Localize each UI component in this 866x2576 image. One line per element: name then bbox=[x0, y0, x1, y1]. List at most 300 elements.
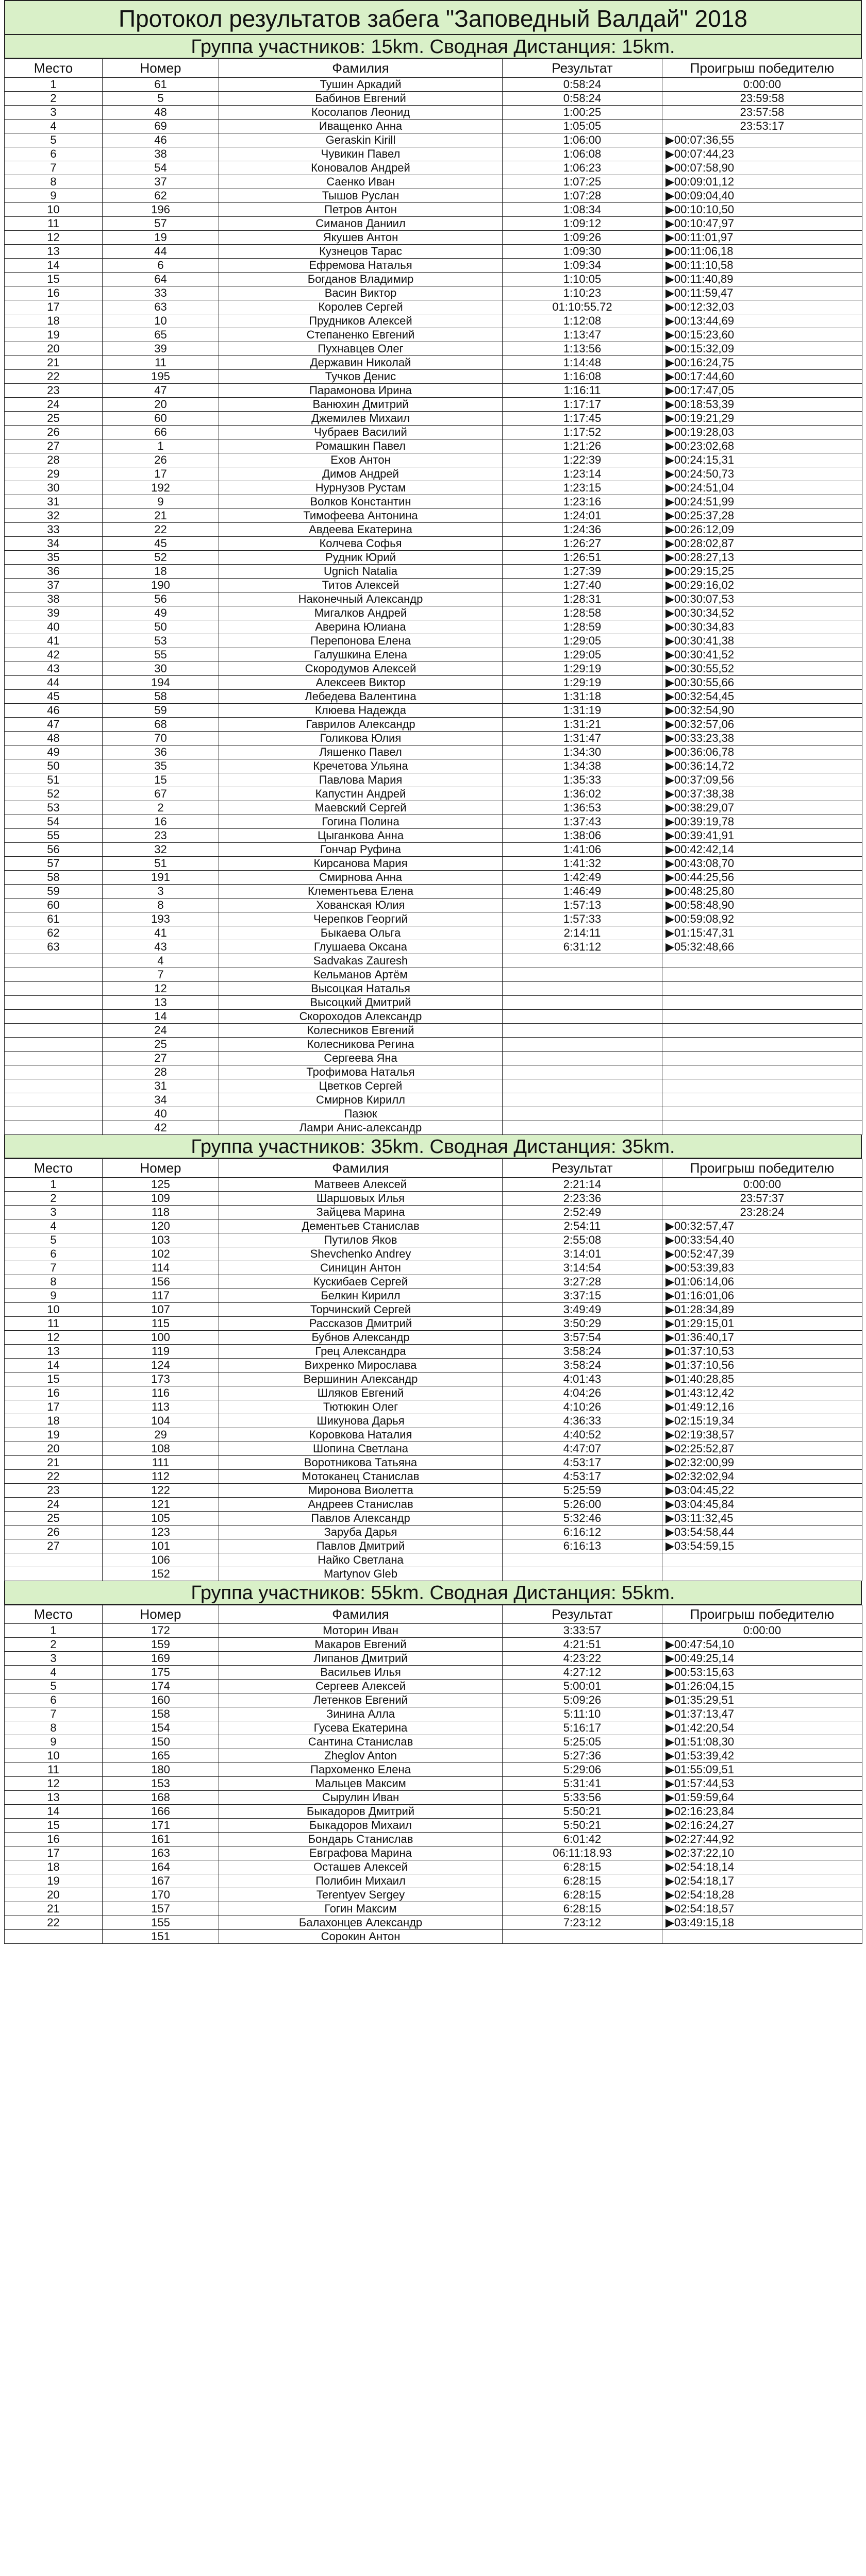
bib-cell: 3 bbox=[103, 885, 219, 899]
result-cell bbox=[503, 1038, 662, 1052]
lag-cell: ▶05:32:48,66 bbox=[662, 940, 862, 954]
place-cell: 18 bbox=[5, 1860, 103, 1874]
name-cell: Terentyev Sergey bbox=[219, 1888, 503, 1902]
bib-cell: 165 bbox=[103, 1749, 219, 1763]
bib-cell: 48 bbox=[103, 106, 219, 120]
bib-cell: 196 bbox=[103, 203, 219, 217]
bib-cell: 47 bbox=[103, 384, 219, 398]
lag-cell: ▶00:11:06,18 bbox=[662, 245, 862, 259]
bib-cell: 30 bbox=[103, 662, 219, 676]
name-cell: Державин Николай bbox=[219, 356, 503, 370]
place-cell: 16 bbox=[5, 286, 103, 300]
table-row bbox=[5, 968, 862, 982]
name-cell: Мальцев Максим bbox=[219, 1777, 503, 1791]
lag-cell: ▶00:30:34,83 bbox=[662, 620, 862, 634]
place-cell: 4 bbox=[5, 1666, 103, 1680]
lag-cell: ▶02:27:44,92 bbox=[662, 1833, 862, 1846]
table-row bbox=[5, 620, 862, 634]
name-cell: Колчева Софья bbox=[219, 537, 503, 551]
lag-cell: ▶00:10:10,50 bbox=[662, 203, 862, 217]
bib-cell: 49 bbox=[103, 606, 219, 620]
result-cell: 1:57:33 bbox=[503, 912, 662, 926]
lag-cell: ▶03:54:58,44 bbox=[662, 1526, 862, 1539]
table-row bbox=[5, 1052, 862, 1065]
result-cell: 01:10:55.72 bbox=[503, 300, 662, 314]
table-row bbox=[5, 1666, 862, 1680]
bib-cell: 15 bbox=[103, 773, 219, 787]
name-cell: Балахонцев Александр bbox=[219, 1916, 503, 1930]
bib-cell: 5 bbox=[103, 92, 219, 106]
name-cell: Сантина Станислав bbox=[219, 1735, 503, 1749]
result-cell: 1:17:45 bbox=[503, 412, 662, 426]
table-row bbox=[5, 203, 862, 217]
name-cell: Павлова Мария bbox=[219, 773, 503, 787]
place-cell: 54 bbox=[5, 815, 103, 829]
place-cell: 62 bbox=[5, 926, 103, 940]
result-cell: 7:23:12 bbox=[503, 1916, 662, 1930]
result-cell: 5:50:21 bbox=[503, 1819, 662, 1833]
bib-cell: 69 bbox=[103, 120, 219, 133]
table-row bbox=[5, 579, 862, 592]
result-cell: 1:46:49 bbox=[503, 885, 662, 899]
table-row bbox=[5, 592, 862, 606]
table-row bbox=[5, 1680, 862, 1693]
lag-cell: ▶02:32:00,99 bbox=[662, 1456, 862, 1470]
header-result: Результат bbox=[503, 1159, 662, 1178]
result-cell: 1:06:08 bbox=[503, 147, 662, 161]
name-cell: Чувикин Павел bbox=[219, 147, 503, 161]
lag-cell bbox=[662, 1553, 862, 1567]
table-row bbox=[5, 1219, 862, 1233]
result-cell: 1:09:12 bbox=[503, 217, 662, 231]
lag-cell: ▶01:51:08,30 bbox=[662, 1735, 862, 1749]
bib-cell: 54 bbox=[103, 161, 219, 175]
result-cell: 1:06:23 bbox=[503, 161, 662, 175]
lag-cell: ▶01:37:10,56 bbox=[662, 1359, 862, 1372]
result-cell: 4:27:12 bbox=[503, 1666, 662, 1680]
table-row bbox=[5, 1874, 862, 1888]
bib-cell: 32 bbox=[103, 843, 219, 857]
lag-cell: ▶00:25:37,28 bbox=[662, 509, 862, 523]
table-row bbox=[5, 1805, 862, 1819]
place-cell: 63 bbox=[5, 940, 103, 954]
result-cell: 1:24:01 bbox=[503, 509, 662, 523]
result-cell: 1:41:06 bbox=[503, 843, 662, 857]
group-header: Группа участников: 35km. Сводная Дистанция: 35km. bbox=[4, 1135, 862, 1159]
bib-cell: 152 bbox=[103, 1567, 219, 1581]
table-row bbox=[5, 676, 862, 690]
result-cell: 1:07:28 bbox=[503, 189, 662, 203]
lag-cell bbox=[662, 1065, 862, 1079]
table-row bbox=[5, 356, 862, 370]
table-row bbox=[5, 954, 862, 968]
lag-cell: ▶00:37:38,38 bbox=[662, 787, 862, 801]
lag-cell: ▶01:26:04,15 bbox=[662, 1680, 862, 1693]
lag-cell: ▶00:36:14,72 bbox=[662, 759, 862, 773]
bib-cell: 192 bbox=[103, 481, 219, 495]
name-cell: Кречетова Ульяна bbox=[219, 759, 503, 773]
bib-cell: 169 bbox=[103, 1652, 219, 1666]
lag-cell: ▶02:54:18,14 bbox=[662, 1860, 862, 1874]
table-header-row bbox=[5, 59, 862, 78]
result-cell: 6:28:15 bbox=[503, 1860, 662, 1874]
place-cell: 11 bbox=[5, 1763, 103, 1777]
place-cell bbox=[5, 1107, 103, 1121]
table-row bbox=[5, 815, 862, 829]
place-cell bbox=[5, 1010, 103, 1024]
bib-cell: 167 bbox=[103, 1874, 219, 1888]
table-row bbox=[5, 273, 862, 286]
place-cell: 30 bbox=[5, 481, 103, 495]
result-cell: 3:33:57 bbox=[503, 1624, 662, 1638]
place-cell: 21 bbox=[5, 356, 103, 370]
bib-cell: 171 bbox=[103, 1819, 219, 1833]
name-cell: Найко Светлана bbox=[219, 1553, 503, 1567]
place-cell: 28 bbox=[5, 453, 103, 467]
place-cell: 18 bbox=[5, 314, 103, 328]
lag-cell: ▶00:49:25,14 bbox=[662, 1652, 862, 1666]
place-cell: 17 bbox=[5, 1846, 103, 1860]
place-cell: 14 bbox=[5, 259, 103, 273]
name-cell: Титов Алексей bbox=[219, 579, 503, 592]
result-cell: 5:26:00 bbox=[503, 1498, 662, 1512]
lag-cell: ▶02:54:18,28 bbox=[662, 1888, 862, 1902]
lag-cell: ▶00:58:48,90 bbox=[662, 899, 862, 912]
table-row bbox=[5, 1331, 862, 1345]
name-cell: Зайцева Марина bbox=[219, 1206, 503, 1219]
lag-cell bbox=[662, 1567, 862, 1581]
table-row bbox=[5, 662, 862, 676]
result-cell: 1:28:31 bbox=[503, 592, 662, 606]
name-cell: Шаршовых Илья bbox=[219, 1192, 503, 1206]
result-cell: 1:17:17 bbox=[503, 398, 662, 412]
bib-cell: 28 bbox=[103, 1065, 219, 1079]
lag-cell: ▶01:16:01,06 bbox=[662, 1289, 862, 1303]
place-cell bbox=[5, 1038, 103, 1052]
name-cell: Маевский Сергей bbox=[219, 801, 503, 815]
table-row bbox=[5, 885, 862, 899]
table-row bbox=[5, 1261, 862, 1275]
place-cell: 19 bbox=[5, 1428, 103, 1442]
bib-cell: 114 bbox=[103, 1261, 219, 1275]
table-row bbox=[5, 801, 862, 815]
table-row bbox=[5, 634, 862, 648]
bib-cell: 63 bbox=[103, 300, 219, 314]
name-cell: Волков Константин bbox=[219, 495, 503, 509]
header-place: Место bbox=[5, 1605, 103, 1624]
bib-cell: 155 bbox=[103, 1916, 219, 1930]
name-cell: Синицин Антон bbox=[219, 1261, 503, 1275]
lag-cell: ▶00:53:15,63 bbox=[662, 1666, 862, 1680]
name-cell: Павлов Александр bbox=[219, 1512, 503, 1526]
name-cell: Geraskin Kirill bbox=[219, 133, 503, 147]
place-cell: 4 bbox=[5, 120, 103, 133]
bib-cell: 118 bbox=[103, 1206, 219, 1219]
name-cell: Вихренко Мирослава bbox=[219, 1359, 503, 1372]
name-cell: Колесникова Регина bbox=[219, 1038, 503, 1052]
result-cell: 1:09:30 bbox=[503, 245, 662, 259]
place-cell: 43 bbox=[5, 662, 103, 676]
lag-cell: ▶00:42:42,14 bbox=[662, 843, 862, 857]
place-cell: 1 bbox=[5, 1624, 103, 1638]
lag-cell: ▶01:40:28,85 bbox=[662, 1372, 862, 1386]
table-row bbox=[5, 759, 862, 773]
result-cell bbox=[503, 954, 662, 968]
name-cell: Быкадоров Михаил bbox=[219, 1819, 503, 1833]
table-row bbox=[5, 412, 862, 426]
lag-cell bbox=[662, 1930, 862, 1944]
bib-cell: 7 bbox=[103, 968, 219, 982]
place-cell: 8 bbox=[5, 1721, 103, 1735]
place-cell: 49 bbox=[5, 745, 103, 759]
bib-cell: 111 bbox=[103, 1456, 219, 1470]
bib-cell: 36 bbox=[103, 745, 219, 759]
bib-cell: 53 bbox=[103, 634, 219, 648]
result-cell: 2:21:14 bbox=[503, 1178, 662, 1192]
name-cell: Скородумов Алексей bbox=[219, 662, 503, 676]
bib-cell: 195 bbox=[103, 370, 219, 384]
place-cell: 17 bbox=[5, 300, 103, 314]
result-cell: 5:16:17 bbox=[503, 1721, 662, 1735]
bib-cell: 158 bbox=[103, 1707, 219, 1721]
place-cell: 10 bbox=[5, 1303, 103, 1317]
result-cell: 3:27:28 bbox=[503, 1275, 662, 1289]
result-cell: 6:28:15 bbox=[503, 1902, 662, 1916]
table-row bbox=[5, 370, 862, 384]
table-row bbox=[5, 1065, 862, 1079]
bib-cell: 64 bbox=[103, 273, 219, 286]
table-row bbox=[5, 1777, 862, 1791]
result-cell bbox=[503, 1065, 662, 1079]
result-cell: 5:11:10 bbox=[503, 1707, 662, 1721]
bib-cell: 153 bbox=[103, 1777, 219, 1791]
lag-cell: 23:57:58 bbox=[662, 106, 862, 120]
table-row bbox=[5, 481, 862, 495]
lag-cell: ▶00:53:39,83 bbox=[662, 1261, 862, 1275]
result-cell: 6:28:15 bbox=[503, 1888, 662, 1902]
name-cell: Грец Александра bbox=[219, 1345, 503, 1359]
table-row bbox=[5, 1206, 862, 1219]
place-cell: 44 bbox=[5, 676, 103, 690]
table-row bbox=[5, 1735, 862, 1749]
place-cell: 9 bbox=[5, 1735, 103, 1749]
lag-cell: ▶00:07:58,90 bbox=[662, 161, 862, 175]
table-row bbox=[5, 899, 862, 912]
place-cell: 23 bbox=[5, 384, 103, 398]
result-cell: 3:58:24 bbox=[503, 1359, 662, 1372]
place-cell bbox=[5, 1093, 103, 1107]
lag-cell: ▶00:18:53,39 bbox=[662, 398, 862, 412]
table-row bbox=[5, 1372, 862, 1386]
lag-cell bbox=[662, 1079, 862, 1093]
bib-cell: 151 bbox=[103, 1930, 219, 1944]
table-row bbox=[5, 537, 862, 551]
place-cell bbox=[5, 1553, 103, 1567]
result-cell: 1:57:13 bbox=[503, 899, 662, 912]
name-cell: Перепонова Елена bbox=[219, 634, 503, 648]
lag-cell: ▶00:24:15,31 bbox=[662, 453, 862, 467]
place-cell bbox=[5, 1052, 103, 1065]
result-cell: 1:36:02 bbox=[503, 787, 662, 801]
place-cell: 27 bbox=[5, 1539, 103, 1553]
name-cell: Богданов Владимир bbox=[219, 273, 503, 286]
result-cell: 0:58:24 bbox=[503, 92, 662, 106]
name-cell: Липанов Дмитрий bbox=[219, 1652, 503, 1666]
place-cell: 26 bbox=[5, 1526, 103, 1539]
name-cell: Ugnich Natalia bbox=[219, 565, 503, 579]
lag-cell: ▶01:57:44,53 bbox=[662, 1777, 862, 1791]
table-row bbox=[5, 732, 862, 745]
place-cell: 14 bbox=[5, 1805, 103, 1819]
place-cell: 7 bbox=[5, 1261, 103, 1275]
table-row bbox=[5, 1359, 862, 1372]
result-cell: 2:55:08 bbox=[503, 1233, 662, 1247]
name-cell: Торчинский Сергей bbox=[219, 1303, 503, 1317]
bib-cell: 163 bbox=[103, 1846, 219, 1860]
table-row bbox=[5, 1079, 862, 1093]
lag-cell: ▶00:39:41,91 bbox=[662, 829, 862, 843]
place-cell: 3 bbox=[5, 106, 103, 120]
lag-cell: ▶01:59:59,64 bbox=[662, 1791, 862, 1805]
name-cell: Петров Антон bbox=[219, 203, 503, 217]
lag-cell: ▶02:16:24,27 bbox=[662, 1819, 862, 1833]
lag-cell: ▶00:32:54,45 bbox=[662, 690, 862, 704]
table-row bbox=[5, 1791, 862, 1805]
place-cell: 48 bbox=[5, 732, 103, 745]
table-row bbox=[5, 926, 862, 940]
name-cell: Колесников Евгений bbox=[219, 1024, 503, 1038]
name-cell: Прудников Алексей bbox=[219, 314, 503, 328]
result-cell: 1:08:34 bbox=[503, 203, 662, 217]
bib-cell: 121 bbox=[103, 1498, 219, 1512]
lag-cell bbox=[662, 1024, 862, 1038]
result-cell: 1:27:40 bbox=[503, 579, 662, 592]
place-cell: 15 bbox=[5, 1819, 103, 1833]
place-cell: 6 bbox=[5, 147, 103, 161]
name-cell: Zheglov Anton bbox=[219, 1749, 503, 1763]
lag-cell: ▶00:30:55,66 bbox=[662, 676, 862, 690]
lag-cell: ▶00:09:01,12 bbox=[662, 175, 862, 189]
name-cell: Симанов Даниил bbox=[219, 217, 503, 231]
lag-cell bbox=[662, 982, 862, 996]
lag-cell: ▶00:11:40,89 bbox=[662, 273, 862, 286]
bib-cell: 58 bbox=[103, 690, 219, 704]
place-cell: 11 bbox=[5, 1317, 103, 1331]
place-cell: 39 bbox=[5, 606, 103, 620]
lag-cell bbox=[662, 1052, 862, 1065]
name-cell: Ламри Анис-александр bbox=[219, 1121, 503, 1135]
table-row bbox=[5, 217, 862, 231]
lag-cell: ▶00:24:50,73 bbox=[662, 467, 862, 481]
lag-cell: ▶03:54:59,15 bbox=[662, 1539, 862, 1553]
result-cell bbox=[503, 1567, 662, 1581]
bib-cell: 37 bbox=[103, 175, 219, 189]
bib-cell: 191 bbox=[103, 871, 219, 885]
header-name: Фамилия bbox=[219, 59, 503, 78]
place-cell: 56 bbox=[5, 843, 103, 857]
bib-cell: 159 bbox=[103, 1638, 219, 1652]
name-cell: Гогина Полина bbox=[219, 815, 503, 829]
bib-cell: 68 bbox=[103, 718, 219, 732]
place-cell: 19 bbox=[5, 328, 103, 342]
place-cell: 50 bbox=[5, 759, 103, 773]
header-name: Фамилия bbox=[219, 1605, 503, 1624]
result-cell: 1:29:05 bbox=[503, 634, 662, 648]
place-cell: 16 bbox=[5, 1833, 103, 1846]
header-result: Результат bbox=[503, 59, 662, 78]
place-cell: 55 bbox=[5, 829, 103, 843]
bib-cell: 174 bbox=[103, 1680, 219, 1693]
place-cell: 21 bbox=[5, 1902, 103, 1916]
name-cell: Кельманов Артём bbox=[219, 968, 503, 982]
name-cell: Сорокин Антон bbox=[219, 1930, 503, 1944]
name-cell: Джемилев Михаил bbox=[219, 412, 503, 426]
bib-cell: 103 bbox=[103, 1233, 219, 1247]
bib-cell: 55 bbox=[103, 648, 219, 662]
table-row bbox=[5, 1652, 862, 1666]
name-cell: Косолапов Леонид bbox=[219, 106, 503, 120]
bib-cell: 50 bbox=[103, 620, 219, 634]
bib-cell: 157 bbox=[103, 1902, 219, 1916]
name-cell: Гусева Екатерина bbox=[219, 1721, 503, 1735]
table-row bbox=[5, 690, 862, 704]
lag-cell: ▶00:32:57,06 bbox=[662, 718, 862, 732]
lag-cell: ▶02:37:22,10 bbox=[662, 1846, 862, 1860]
bib-cell: 67 bbox=[103, 787, 219, 801]
lag-cell: ▶00:30:41,52 bbox=[662, 648, 862, 662]
result-cell: 2:23:36 bbox=[503, 1192, 662, 1206]
place-cell bbox=[5, 1079, 103, 1093]
result-cell: 5:33:56 bbox=[503, 1791, 662, 1805]
table-row bbox=[5, 453, 862, 467]
name-cell: Королев Сергей bbox=[219, 300, 503, 314]
name-cell: Алексеев Виктор bbox=[219, 676, 503, 690]
name-cell: Черепков Георгий bbox=[219, 912, 503, 926]
result-cell: 1:26:27 bbox=[503, 537, 662, 551]
place-cell: 3 bbox=[5, 1206, 103, 1219]
result-cell: 1:31:47 bbox=[503, 732, 662, 745]
lag-cell: ▶03:49:15,18 bbox=[662, 1916, 862, 1930]
table-row bbox=[5, 1428, 862, 1442]
result-cell: 1:26:51 bbox=[503, 551, 662, 565]
result-cell: 1:16:11 bbox=[503, 384, 662, 398]
table-row bbox=[5, 175, 862, 189]
name-cell: Иващенко Анна bbox=[219, 120, 503, 133]
table-row bbox=[5, 857, 862, 871]
place-cell: 6 bbox=[5, 1247, 103, 1261]
place-cell: 20 bbox=[5, 342, 103, 356]
name-cell: Павлов Дмитрий bbox=[219, 1539, 503, 1553]
place-cell: 15 bbox=[5, 1372, 103, 1386]
table-row bbox=[5, 982, 862, 996]
lag-cell bbox=[662, 1038, 862, 1052]
result-cell: 1:34:38 bbox=[503, 759, 662, 773]
table-row bbox=[5, 426, 862, 439]
results-table bbox=[4, 1605, 862, 1944]
header-lag: Проигрыш победителю bbox=[662, 1159, 862, 1178]
place-cell: 37 bbox=[5, 579, 103, 592]
result-cell: 1:14:48 bbox=[503, 356, 662, 370]
result-cell: 1:29:19 bbox=[503, 676, 662, 690]
result-cell: 3:57:54 bbox=[503, 1331, 662, 1345]
table-row bbox=[5, 1442, 862, 1456]
bib-cell: 40 bbox=[103, 1107, 219, 1121]
place-cell: 12 bbox=[5, 1331, 103, 1345]
result-cell: 1:34:30 bbox=[503, 745, 662, 759]
lag-cell: ▶00:32:57,47 bbox=[662, 1219, 862, 1233]
result-cell: 6:28:15 bbox=[503, 1874, 662, 1888]
bib-cell: 44 bbox=[103, 245, 219, 259]
